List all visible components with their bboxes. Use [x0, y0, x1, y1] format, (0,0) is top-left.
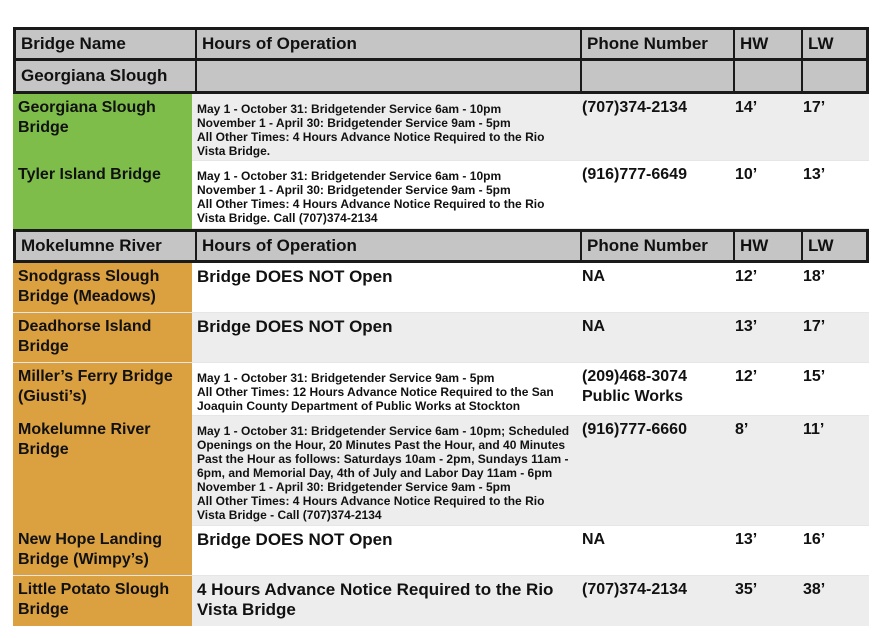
section-header-mokelumne — [13, 229, 869, 263]
lw-value: 38’ — [803, 581, 826, 598]
bridge-name: Snodgrass Slough Bridge (Meadows) — [13, 263, 192, 312]
hw-value: 14’ — [735, 99, 758, 116]
hours-cell: May 1 - October 31: Bridgetender Service 6am - 10pm November 1 - April 30: Bridgetender Service 9am - 5pm All Other Times: 4 Hours Advance Notice Required to the Rio Vista Bridge. — [197, 102, 545, 158]
hw-value: 12’ — [735, 268, 758, 285]
hw-value: 8’ — [735, 421, 749, 438]
hours-cell: May 1 - October 31: Bridgetender Service 6am - 10pm; Scheduled Openings on the Hour, 20 Minutes Past the Hour, and 40 Minutes Past the Hour as follows: Saturdays 10am - 2pm, Sundays 11am - 6pm, and Memorial Day, 4th of July and Labor Day 11am - 6pm November 1 - April 30: Bridgetender Service 9am - 5pm All Other Times: 4 Hours Advance Notice Required to the Rio Vista Bridge - Call (707)374-2134 — [197, 424, 570, 522]
section-title: Georgiana Slough — [21, 66, 168, 85]
lw-value: 17’ — [803, 99, 826, 116]
lw-value: 13’ — [803, 166, 826, 183]
hours-cell: May 1 - October 31: Bridgetender Service 6am - 10pm November 1 - April 30: Bridgetender Service 9am - 5pm All Other Times: 4 Hours Advance Notice Required to the Rio Vista Bridge. Call (707)374-2134 — [197, 169, 545, 225]
lw-value: 18’ — [803, 268, 826, 285]
header-bridge-name: Bridge Name — [21, 34, 126, 53]
hw-value: 13’ — [735, 531, 758, 548]
bridge-name: Miller’s Ferry Bridge (Giusti’s) — [13, 363, 192, 417]
hours-cell: 4 Hours Advance Notice Required to the Rio Vista Bridge — [197, 580, 554, 619]
header-hours: Hours of Operation — [195, 232, 580, 260]
header-hw: HW — [733, 232, 801, 260]
phone-number: (707)374-2134 — [582, 581, 687, 598]
phone-number: NA — [582, 531, 606, 548]
table-header — [13, 27, 869, 61]
table-row — [13, 263, 869, 313]
bridge-name: Little Potato Slough Bridge — [13, 576, 192, 626]
hours-cell: Bridge DOES NOT Open — [197, 267, 393, 286]
section-title: Mokelumne River — [21, 236, 162, 255]
table-row — [13, 94, 869, 161]
phone-number: (916)777-6649 — [582, 166, 687, 183]
hw-value: 13’ — [735, 318, 758, 335]
phone-number: (209)468-3074 Public Works — [582, 368, 687, 405]
bridge-name: Georgiana Slough Bridge — [13, 94, 192, 162]
hours-cell: Bridge DOES NOT Open — [197, 530, 393, 549]
header-hw: HW — [733, 30, 801, 58]
bridge-name: Mokelumne River Bridge — [13, 416, 192, 526]
phone-number: (707)374-2134 — [582, 99, 687, 116]
lw-value: 17’ — [803, 318, 826, 335]
bridge-name: Tyler Island Bridge — [13, 161, 192, 229]
header-lw: LW — [801, 30, 872, 58]
table-row — [13, 363, 869, 416]
hw-value: 10’ — [735, 166, 758, 183]
hw-value: 12’ — [735, 368, 758, 385]
hours-cell: Bridge DOES NOT Open — [197, 317, 393, 336]
bridge-name: Deadhorse Island Bridge — [13, 313, 192, 362]
table-row — [13, 416, 869, 526]
header-hours: Hours of Operation — [195, 30, 580, 58]
lw-value: 16’ — [803, 531, 826, 548]
table-row — [13, 576, 869, 626]
phone-number: NA — [582, 318, 606, 335]
hours-cell: May 1 - October 31: Bridgetender Service 9am - 5pm All Other Times: 12 Hours Advance Notice Required to the San Joaquin County Department of Public Works at Stockton — [197, 371, 554, 413]
table-row — [13, 526, 869, 576]
header-phone: Phone Number — [580, 30, 733, 58]
bridge-name: New Hope Landing Bridge (Wimpy’s) — [13, 526, 192, 575]
header-lw: LW — [801, 232, 872, 260]
table-row — [13, 313, 869, 363]
section-header-georgiana — [13, 61, 869, 94]
header-phone: Phone Number — [580, 232, 733, 260]
lw-value: 15’ — [803, 368, 826, 385]
phone-number: (916)777-6660 — [582, 421, 687, 438]
hw-value: 35’ — [735, 581, 758, 598]
bridge-table — [13, 27, 869, 626]
table-row — [13, 161, 869, 229]
phone-number: NA — [582, 268, 606, 285]
lw-value: 11’ — [803, 421, 825, 438]
